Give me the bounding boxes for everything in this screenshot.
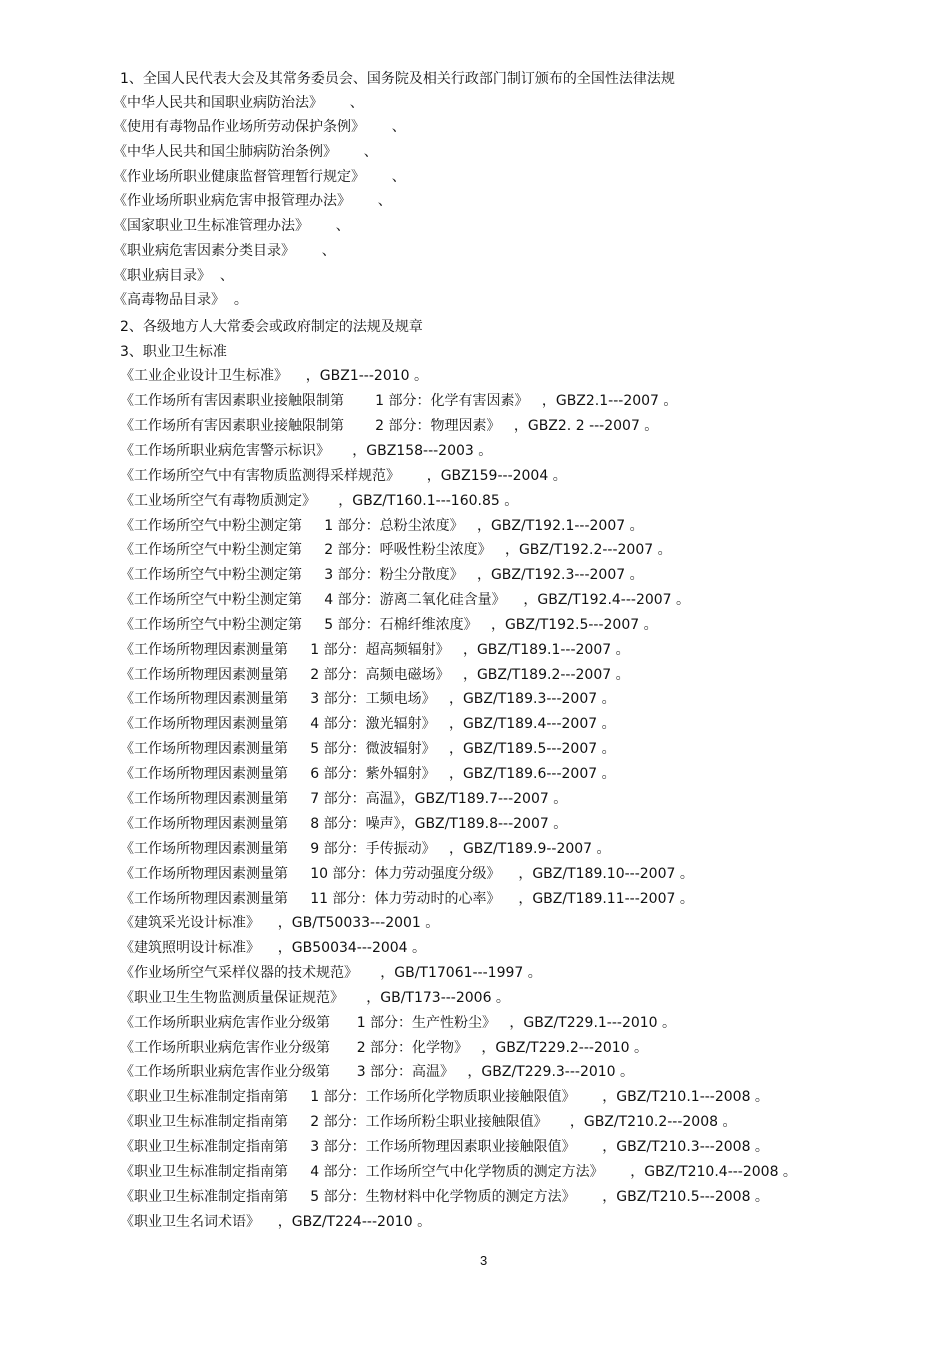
- text-line: 《工作场所物理因素测量第 9 部分：手传振动》 ，GBZ/T189.9--2007 。: [120, 841, 611, 857]
- text-line: 《职业卫生标准制定指南第 2 部分：工作场所粉尘职业接触限值》 ，GBZ/T210.2---2008 。: [120, 1114, 737, 1130]
- text-line: 《工作场所空气中有害物质监测得采样规范》 ，GBZ159---2004 。: [120, 468, 567, 484]
- text-line: 《国家职业卫生标准管理办法》 、: [113, 218, 350, 234]
- text-line: 《工作场所物理因素测量第 2 部分：高频电磁场》 ，GBZ/T189.2---2007 。: [120, 667, 630, 683]
- text-line: 《职业病危害因素分类目录》 、: [113, 243, 336, 259]
- text-line: 《工作场所物理因素测量第 10 部分：体力劳动强度分级》 ，GBZ/T189.10---2007 。: [120, 866, 694, 882]
- text-line: 《职业病目录》 、: [113, 268, 234, 284]
- text-line: 《工作场所物理因素测量第 7 部分：高温》，GBZ/T189.7---2007 。: [120, 791, 568, 807]
- text-line: 《使用有毒物品作业场所劳动保护条例》 、: [113, 119, 406, 135]
- text-line: 《高毒物品目录》 。: [113, 292, 248, 308]
- text-line: 2、各级地方人大常委会或政府制定的法规及规章: [120, 319, 423, 335]
- text-line: 《作业场所职业病危害申报管理办法》 、: [113, 193, 392, 209]
- text-line: 《职业卫生标准制定指南第 3 部分：工作场所物理因素职业接触限值》 ，GBZ/T210.3---2008 。: [120, 1139, 769, 1155]
- text-line: 1、全国人民代表大会及其常务委员会、国务院及相关行政部门制订颁布的全国性法律法规: [120, 71, 675, 87]
- text-line: 《工作场所物理因素测量第 6 部分：紫外辐射》 ，GBZ/T189.6---2007 。: [120, 766, 616, 782]
- text-line: 《工作场所空气中粉尘测定第 5 部分：石棉纤维浓度》 ，GBZ/T192.5---2007 。: [120, 617, 658, 633]
- text-line: 《工作场所有害因素职业接触限制第 2 部分：物理因素》 ，GBZ2. 2 ---2007 。: [120, 418, 659, 434]
- text-line: 《职业卫生标准制定指南第 4 部分：工作场所空气中化学物质的测定方法》 ，GBZ/T210.4---2008 。: [120, 1164, 797, 1180]
- text-line: 《工作场所空气中粉尘测定第 4 部分：游离二氧化硅含量》 ，GBZ/T192.4---2007 。: [120, 592, 691, 608]
- text-line: 《职业卫生生物监测质量保证规范》 ，GB/T173---2006 。: [120, 990, 510, 1006]
- text-line: 《职业卫生名词术语》 ，GBZ/T224---2010 。: [120, 1214, 432, 1230]
- text-line: 《工作场所空气中粉尘测定第 3 部分：粉尘分散度》 ，GBZ/T192.3---2007 。: [120, 567, 644, 583]
- page-number: 3: [480, 1253, 488, 1268]
- text-line: 《工作场所职业病危害作业分级第 1 部分：生产性粉尘》 ，GBZ/T229.1---2010 。: [120, 1015, 677, 1031]
- text-line: 《工作场所物理因素测量第 5 部分：微波辐射》 ，GBZ/T189.5---2007 。: [120, 741, 616, 757]
- text-line: 《工作场所有害因素职业接触限制第 1 部分：化学有害因素》 ，GBZ2.1---2007 。: [120, 393, 678, 409]
- text-line: 《工作场所物理因素测量第 8 部分：噪声》，GBZ/T189.8---2007 。: [120, 816, 568, 832]
- text-line: 《工作场所物理因素测量第 11 部分：体力劳动时的心率》 ，GBZ/T189.11---2007 。: [120, 891, 694, 907]
- text-line: 《工业企业设计卫生标准》 ，GBZ1---2010 。: [120, 368, 428, 384]
- text-line: 3、职业卫生标准: [120, 344, 227, 360]
- text-line: 《工作场所职业病危害作业分级第 2 部分：化学物》 ，GBZ/T229.2---2010 。: [120, 1040, 649, 1056]
- text-line: 《职业卫生标准制定指南第 1 部分：工作场所化学物质职业接触限值》 ，GBZ/T210.1---2008 。: [120, 1089, 769, 1105]
- text-line: 《建筑采光设计标准》 ，GB/T50033---2001 。: [120, 915, 440, 931]
- text-line: 《工作场所职业病危害警示标识》 ，GBZ158---2003 。: [120, 443, 493, 459]
- text-line: 《作业场所空气采样仪器的技术规范》 ，GB/T17061---1997 。: [120, 965, 542, 981]
- text-line: 《工作场所空气中粉尘测定第 1 部分：总粉尘浓度》 ，GBZ/T192.1---2007 。: [120, 518, 644, 534]
- text-line: 《工作场所物理因素测量第 1 部分：超高频辐射》 ，GBZ/T189.1---2007 。: [120, 642, 630, 658]
- text-line: 《建筑照明设计标准》 ，GB50034---2004 。: [120, 940, 427, 956]
- text-line: 《职业卫生标准制定指南第 5 部分：生物材料中化学物质的测定方法》 ，GBZ/T210.5---2008 。: [120, 1189, 769, 1205]
- text-line: 《作业场所职业健康监督管理暂行规定》 、: [113, 169, 406, 185]
- text-line: 《工作场所物理因素测量第 4 部分：激光辐射》 ，GBZ/T189.4---2007 。: [120, 716, 616, 732]
- text-line: 《中华人民共和国尘肺病防治条例》 、: [113, 144, 378, 160]
- text-line: 《工业场所空气有毒物质测定》 ，GBZ/T160.1---160.85 。: [120, 493, 519, 509]
- text-line: 《中华人民共和国职业病防治法》 、: [113, 95, 364, 111]
- text-line: 《工作场所物理因素测量第 3 部分：工频电场》 ，GBZ/T189.3---2007 。: [120, 691, 616, 707]
- text-line: 《工作场所空气中粉尘测定第 2 部分：呼吸性粉尘浓度》 ，GBZ/T192.2---2007 。: [120, 542, 672, 558]
- text-line: 《工作场所职业病危害作业分级第 3 部分：高温》 ，GBZ/T229.3---2010 。: [120, 1064, 635, 1080]
